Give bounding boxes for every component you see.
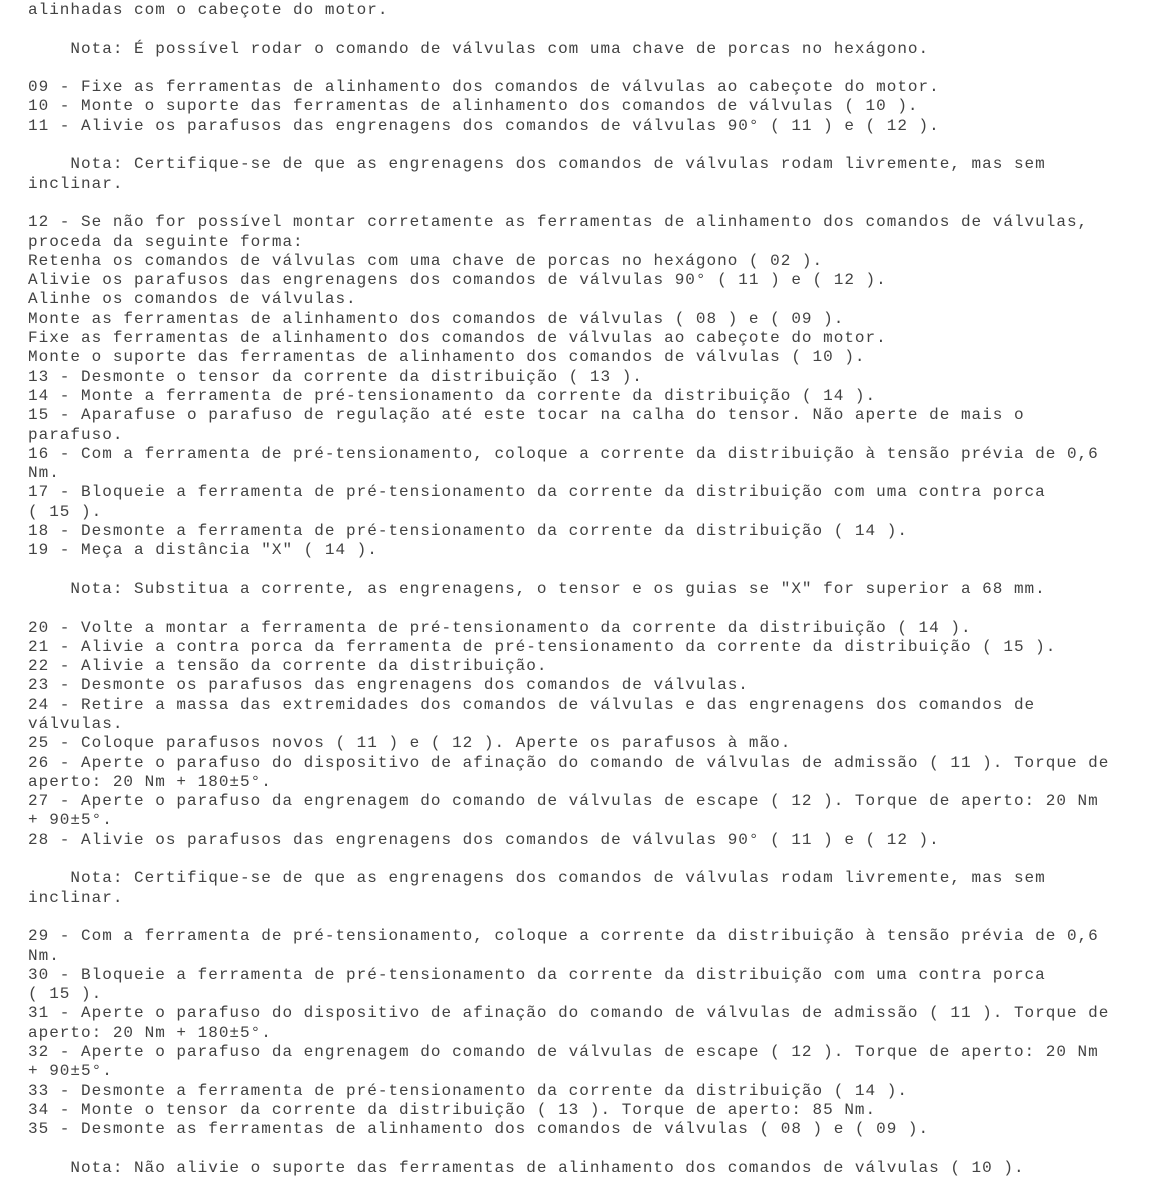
- text-line: aperto: 20 Nm + 180±5°.: [28, 772, 272, 791]
- note-line: Nota: Não alivie o suporte das ferramentas de alinhamento dos comandos de válvulas ( 10 ).: [28, 1158, 1025, 1177]
- text-line: aperto: 20 Nm + 180±5°.: [28, 1023, 272, 1042]
- blank-line: [28, 561, 1166, 580]
- text-line: Monte as ferramentas de alinhamento dos comandos de válvulas ( 08 ) e ( 09 ).: [28, 309, 845, 328]
- text-line: inclinar.: [28, 174, 124, 193]
- text-line: Retenha os comandos de válvulas com uma chave de porcas no hexágono ( 02 ).: [28, 251, 824, 270]
- step-line: 27 - Aperte o parafuso da engrenagem do comando de válvulas de escape ( 12 ). Torque de aperto: 20 Nm: [28, 792, 1099, 811]
- blank-line: [28, 599, 1166, 618]
- step-line: 19 - Meça a distância "X" ( 14 ).: [28, 541, 378, 560]
- step-line: 35 - Desmonte as ferramentas de alinhamento dos comandos de válvulas ( 08 ) e ( 09 ).: [28, 1120, 930, 1139]
- text-line: alinhadas com o cabeçote do motor.: [28, 1, 389, 19]
- step-line: 16 - Com a ferramenta de pré-tensionamento, coloque a corrente da distribuição à tensão prévia de 0,6: [28, 444, 1099, 463]
- step-line: 14 - Monte a ferramenta de pré-tensionamento da corrente da distribuição ( 14 ).: [28, 386, 877, 405]
- note-line: Nota: Substitua a corrente, as engrenagens, o tensor e os guias se "X" for superior a 68 mm.: [28, 579, 1046, 598]
- step-line: 15 - Aparafuse o parafuso de regulação até este tocar na calha do tensor. Não aperte de mais o: [28, 406, 1025, 425]
- step-line: 13 - Desmonte o tensor da corrente da distribuição ( 13 ).: [28, 367, 643, 386]
- step-line: 11 - Alivie os parafusos das engrenagens dos comandos de válvulas 90° ( 11 ) e ( 12 ).: [28, 116, 940, 135]
- text-line: Alivie os parafusos das engrenagens dos comandos de válvulas 90° ( 11 ) e ( 12 ).: [28, 271, 887, 290]
- text-line: proceda da seguinte forma:: [28, 232, 304, 251]
- text-line: Monte o suporte das ferramentas de alinhamento dos comandos de válvulas ( 10 ).: [28, 348, 866, 367]
- blank-line: [28, 194, 1166, 213]
- text-line: Nm.: [28, 464, 60, 483]
- step-line: 20 - Volte a montar a ferramenta de pré-tensionamento da corrente da distribuição ( 14 ).: [28, 618, 972, 637]
- text-line: Alinhe os comandos de válvulas.: [28, 290, 357, 309]
- step-line: 32 - Aperte o parafuso da engrenagem do comando de válvulas de escape ( 12 ). Torque de aperto: 20 Nm: [28, 1043, 1099, 1062]
- step-line: 26 - Aperte o parafuso do dispositivo de afinação do comando de válvulas de admissão ( 11 ). Torque de: [28, 753, 1110, 772]
- text-line: + 90±5°.: [28, 811, 113, 830]
- step-line: 31 - Aperte o parafuso do dispositivo de afinação do comando de válvulas de admissão ( 11 ). Torque de: [28, 1004, 1110, 1023]
- blank-line: [28, 59, 1166, 78]
- blank-line: [28, 20, 1166, 39]
- note-line: Nota: Certifique-se de que as engrenagens dos comandos de válvulas rodam livremente, mas sem: [28, 155, 1046, 174]
- step-line: 29 - Com a ferramenta de pré-tensionamento, coloque a corrente da distribuição à tensão prévia de 0,6: [28, 927, 1099, 946]
- step-line: 24 - Retire a massa das extremidades dos comandos de válvulas e das engrenagens dos comandos de: [28, 695, 1036, 714]
- step-line: 23 - Desmonte os parafusos das engrenagens dos comandos de válvulas.: [28, 676, 749, 695]
- note-line: Nota: Certifique-se de que as engrenagens dos comandos de válvulas rodam livremente, mas sem: [28, 869, 1046, 888]
- step-line: 21 - Alivie a contra porca da ferramenta de pré-tensionamento da corrente da distribuição ( 15 ).: [28, 637, 1057, 656]
- step-line: 33 - Desmonte a ferramenta de pré-tensionamento da corrente da distribuição ( 14 ).: [28, 1081, 908, 1100]
- step-line: 22 - Alivie a tensão da corrente da distribuição.: [28, 657, 548, 676]
- step-line: 34 - Monte o tensor da corrente da distribuição ( 13 ). Torque de aperto: 85 Nm.: [28, 1100, 877, 1119]
- step-line: 30 - Bloqueie a ferramenta de pré-tensionamento da corrente da distribuição com uma contra porca: [28, 965, 1046, 984]
- text-line: Fixe as ferramentas de alinhamento dos comandos de válvulas ao cabeçote do motor.: [28, 329, 887, 348]
- step-line: 18 - Desmonte a ferramenta de pré-tensionamento da corrente da distribuição ( 14 ).: [28, 522, 908, 541]
- text-line: ( 15 ).: [28, 502, 103, 521]
- blank-line: [28, 850, 1166, 869]
- step-line: 17 - Bloqueie a ferramenta de pré-tensionamento da corrente da distribuição com uma contra porca: [28, 483, 1046, 502]
- step-line: 28 - Alivie os parafusos das engrenagens dos comandos de válvulas 90° ( 11 ) e ( 12 ).: [28, 830, 940, 849]
- text-line: + 90±5°.: [28, 1062, 113, 1081]
- step-line: 25 - Coloque parafusos novos ( 11 ) e ( 12 ). Aperte os parafusos à mão.: [28, 734, 792, 753]
- step-line: 09 - Fixe as ferramentas de alinhamento dos comandos de válvulas ao cabeçote do motor.: [28, 78, 940, 97]
- blank-line: [28, 1140, 1166, 1159]
- text-line: válvulas.: [28, 714, 124, 733]
- text-line: inclinar.: [28, 888, 124, 907]
- step-line: 12 - Se não for possível montar corretamente as ferramentas de alinhamento dos comandos de válvulas,: [28, 213, 1089, 232]
- step-line: 10 - Monte o suporte das ferramentas de alinhamento dos comandos de válvulas ( 10 ).: [28, 97, 919, 116]
- blank-line: [28, 908, 1166, 927]
- text-line: parafuso.: [28, 425, 124, 444]
- blank-line: [28, 136, 1166, 155]
- document-text: [28, 1, 1166, 1178]
- note-line: Nota: É possível rodar o comando de válvulas com uma chave de porcas no hexágono.: [28, 39, 930, 58]
- text-line: ( 15 ).: [28, 985, 103, 1004]
- text-line: Nm.: [28, 946, 60, 965]
